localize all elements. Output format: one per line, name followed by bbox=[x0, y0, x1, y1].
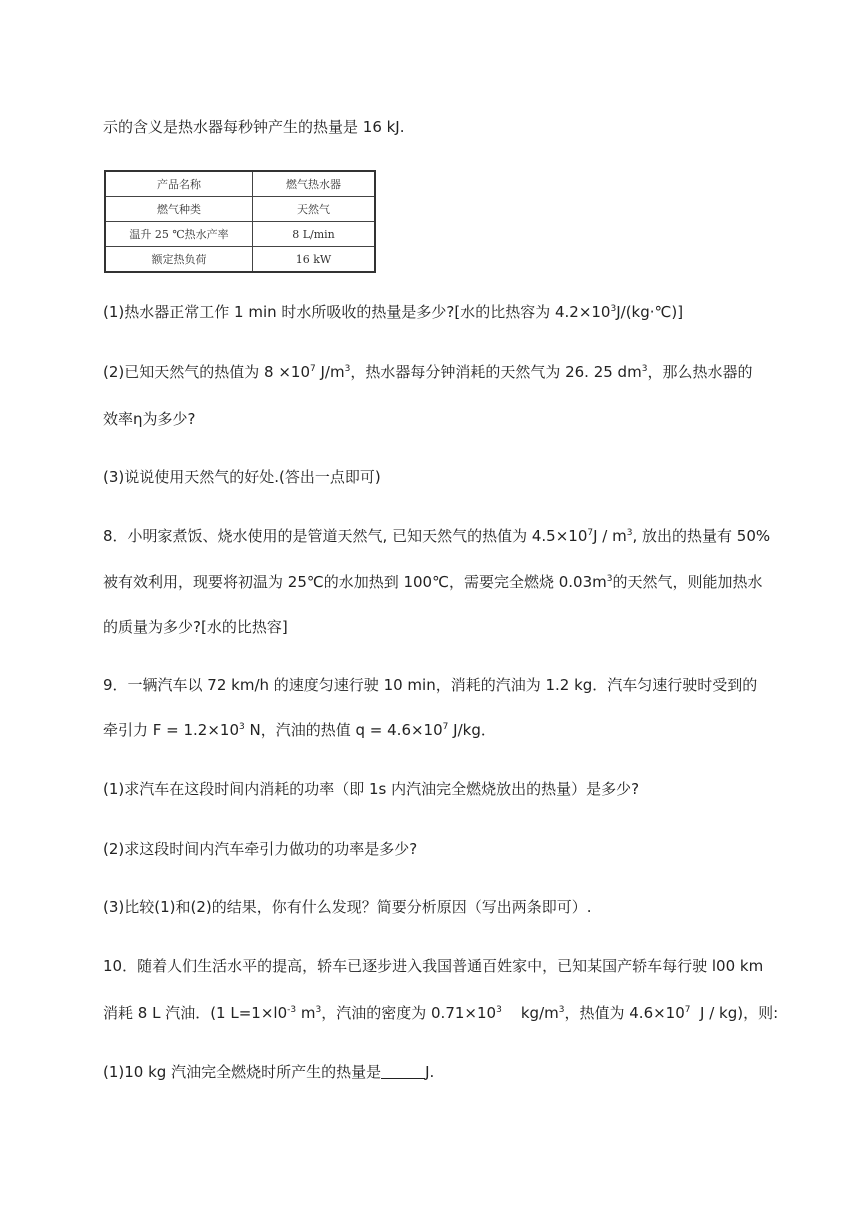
table-cell: 温升 25 ℃热水产率 bbox=[105, 222, 253, 247]
q9-line1: 9．一辆汽车以 72 km/h 的速度匀速行驶 10 min，消耗的汽油为 1.2 kg．汽车匀速行驶时受到的 bbox=[103, 676, 758, 694]
q7-part1: (1)热水器正常工作 1 min 时水所吸收的热量是多少?[水的比热容为 $4.2\times 10^3J/(kg\cdot℃)$] bbox=[103, 303, 684, 321]
q9-part1: (1)求汽车在这段时间内消耗的功率（即 1s 内汽油完全燃烧放出的热量）是多少? bbox=[103, 780, 640, 798]
q7-part3: (3)说说使用天然气的好处.(答出一点即可) bbox=[103, 468, 381, 486]
table-row bbox=[105, 171, 375, 197]
q8-line3: 的质量为多少?[水的比热容] bbox=[103, 618, 288, 636]
table-cell: 额定热负荷 bbox=[105, 247, 253, 273]
q9-part2: (2)求这段时间内汽车牵引力做功的功率是多少? bbox=[103, 840, 418, 858]
q7-part2-line2: 效率η为多少? bbox=[103, 410, 196, 428]
q10-line1: 10．随着人们生活水平的提高，轿车已逐步进入我国普通百姓家中，已知某国产轿车每行驶 l00 km bbox=[103, 957, 764, 975]
table-cell: 燃气种类 bbox=[105, 197, 253, 222]
product-spec-table bbox=[104, 170, 376, 273]
q10-part1: (1)10 kg 汽油完全燃烧时所产生的热量是 J. bbox=[103, 1063, 435, 1081]
table-cell: 16 kW bbox=[253, 247, 376, 273]
q8-line1: 8．小明家煮饭、烧水使用的是管道天然气, 已知天然气的热值为 $4.5\times 10^7J / m^3$, 放出的热量有 50% bbox=[103, 527, 771, 545]
q7-part2-line1: (2)已知天然气的热值为 $8 \times 10^7$ $J/m^3$，热水器每分钟消耗的天然气为 26. 25 $dm^3$，那么热水器的 bbox=[103, 363, 753, 381]
table-row bbox=[105, 247, 375, 273]
table-row bbox=[105, 197, 375, 222]
table-cell: 8 L/min bbox=[253, 222, 376, 247]
answer-blank bbox=[381, 1064, 425, 1079]
intro-text: 示的含义是热水器每秒钟产生的热量是 16 kJ. bbox=[103, 118, 405, 136]
table-row bbox=[105, 222, 375, 247]
table-cell: 天然气 bbox=[253, 197, 376, 222]
q9-part3: (3)比较(1)和(2)的结果，你有什么发现？简要分析原因（写出两条即可）. bbox=[103, 898, 592, 916]
q9-line2: 牵引力 $F = 1.2\times 10^3$ N，汽油的热值 $q = 4.6\times 10^7$ J/kg． bbox=[103, 721, 496, 739]
table-cell: 燃气热水器 bbox=[253, 171, 376, 197]
table-cell: 产品名称 bbox=[105, 171, 253, 197]
q10-line2: 消耗 8 L 汽油．(1 $L=1\times l0^{-3}$ $m^3$，汽油的密度为 $0.71\times 10^3$ $kg/m^3$，热值为 $4.6\times 10^7$ J / kg)，则: bbox=[103, 1004, 779, 1022]
q8-line2: 被有效利用，现要将初温为 25℃的水加热到 100℃，需要完全燃烧 $0.03m^3$的天然气，则能加热水 bbox=[103, 573, 763, 591]
